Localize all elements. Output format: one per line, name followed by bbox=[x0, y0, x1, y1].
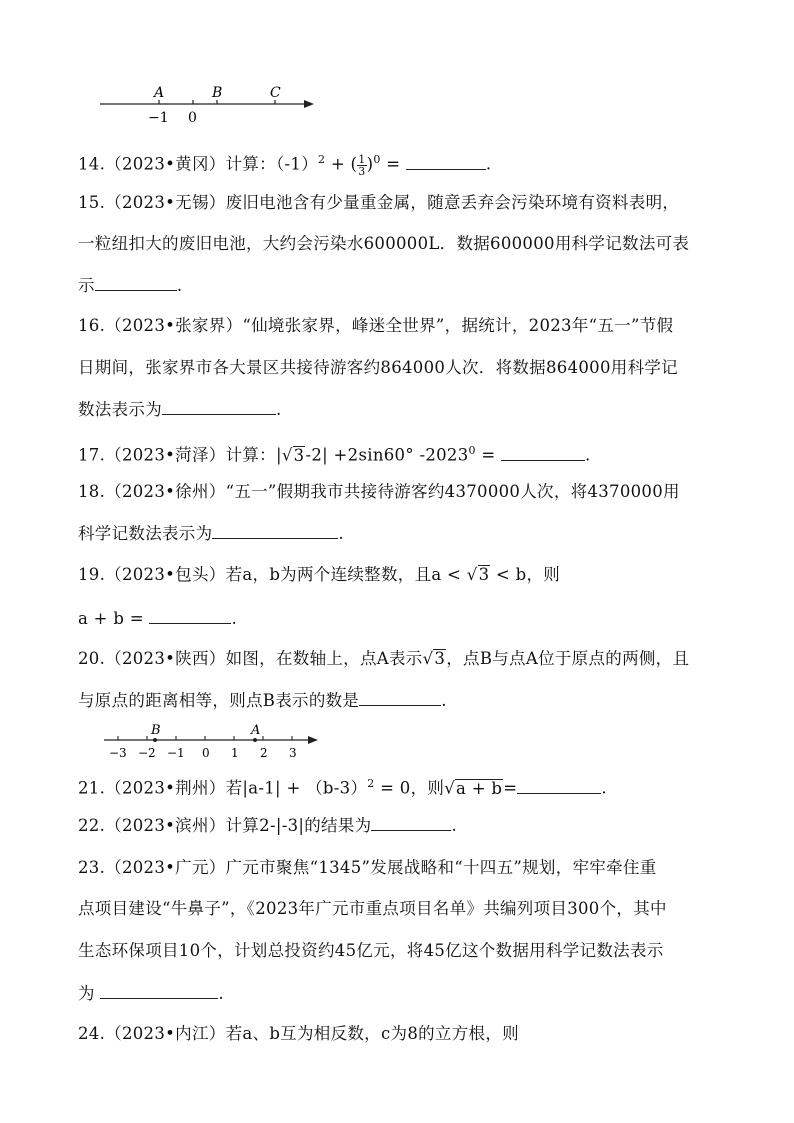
problem-text: + ( bbox=[325, 154, 358, 174]
problem-number: 15. bbox=[78, 193, 106, 212]
problem-text: = 0，则 bbox=[374, 778, 445, 798]
problem-text: 若a，b为两个连续整数，且a < bbox=[225, 565, 467, 584]
answer-blank[interactable] bbox=[162, 398, 276, 415]
number-line-2 bbox=[100, 722, 330, 766]
problem-19-line2 bbox=[78, 607, 237, 630]
problem-text: 广元市聚焦“1345”发展战略和“十四五”规划，牢牢牵住重 bbox=[225, 858, 657, 877]
answer-blank[interactable] bbox=[501, 444, 585, 461]
problem-text: 废旧电池含有少量重金属，随意丢弃会污染环境有资料表明， bbox=[225, 193, 680, 212]
problem-source: （2023•荆州） bbox=[105, 778, 226, 798]
square-root: 3 bbox=[478, 565, 490, 584]
problem-21: 21.（2023•荆州）若$|a-1| + (b-3)^2 = 0$，则√a + b= . bbox=[78, 777, 607, 798]
problem-number: 14. bbox=[78, 154, 106, 174]
problem-text: 科学记数法表示为 bbox=[78, 524, 213, 543]
problem-text: < b，则 bbox=[490, 565, 561, 584]
problem-23-line3 bbox=[78, 940, 664, 962]
problem-text: . bbox=[485, 154, 492, 174]
problem-16 bbox=[78, 315, 673, 337]
problem-number: 19. bbox=[78, 565, 106, 584]
problem-text: . bbox=[451, 816, 457, 835]
answer-blank[interactable] bbox=[517, 777, 601, 794]
exponent: 0 bbox=[373, 153, 381, 166]
problem-14 bbox=[78, 149, 491, 177]
problem-23-line2 bbox=[78, 898, 667, 920]
problem-20-line2 bbox=[78, 689, 447, 712]
problem-text: 与原点的距离相等，则点B表示的数是 bbox=[78, 691, 360, 710]
problem-15-line3 bbox=[78, 274, 182, 297]
tick-label: −2 bbox=[138, 746, 156, 760]
problem-15 bbox=[78, 192, 679, 214]
problem-source: （2023•滨州） bbox=[105, 816, 226, 835]
answer-blank[interactable] bbox=[406, 153, 486, 170]
problem-15-line2 bbox=[78, 233, 689, 255]
problem-text: 数法表示为 bbox=[78, 400, 162, 419]
tick-label: −1 bbox=[148, 110, 169, 126]
problem-24 bbox=[78, 1023, 519, 1045]
problem-number: 17. bbox=[78, 445, 106, 465]
problem-text: . bbox=[231, 609, 237, 628]
problem-number: 18. bbox=[78, 482, 106, 501]
problem-text: 如图，在数轴上，点A表示 bbox=[225, 649, 423, 668]
problem-text: . bbox=[601, 778, 607, 798]
problem-source: （2023•广元） bbox=[105, 858, 226, 877]
problem-number: 22. bbox=[78, 816, 106, 835]
tick-label: 0 bbox=[188, 110, 197, 126]
problem-number: 21. bbox=[78, 778, 106, 798]
tick-label: 2 bbox=[260, 746, 268, 760]
problem-source: （2023•菏泽） bbox=[105, 445, 226, 465]
problem-text: -2| +2sin60° -2023 bbox=[305, 445, 469, 465]
problem-17: 17.（2023•菏泽）计算：|√3-2| +2sin60° $-2023^0$ = . bbox=[78, 444, 591, 465]
problem-text: . bbox=[176, 276, 183, 295]
problem-20: 20.（2023•陕西）如图，在数轴上，点A表示√3，点B与点A位于原点的两侧，且 bbox=[78, 649, 690, 668]
problem-text: . bbox=[276, 400, 282, 419]
problem-number: 16. bbox=[78, 316, 106, 335]
problem-number: 20. bbox=[78, 649, 106, 668]
problem-22 bbox=[78, 814, 457, 837]
point-label-a: A bbox=[154, 85, 165, 101]
problem-16-line3 bbox=[78, 398, 282, 421]
problem-text: . bbox=[585, 445, 591, 465]
answer-blank[interactable] bbox=[100, 982, 218, 999]
problem-text: 一粒纽扣大的废旧电池，大约会污染水600000L．数据600000用科学记数法可表 bbox=[78, 234, 690, 253]
fraction bbox=[357, 154, 366, 177]
answer-blank[interactable] bbox=[212, 522, 338, 539]
problem-23 bbox=[78, 857, 657, 879]
exponent: 2 bbox=[367, 777, 375, 790]
tick-label: 1 bbox=[231, 746, 239, 760]
problem-text: 生态环保项目10个，计划总投资约45亿元，将45亿这个数据用科学记数法表示 bbox=[78, 941, 664, 960]
problem-text: 计算2-|-3|的结果为 bbox=[225, 816, 372, 835]
problem-source: （2023•包头） bbox=[105, 565, 226, 584]
answer-blank[interactable] bbox=[149, 607, 231, 624]
exponent: 2 bbox=[318, 153, 326, 166]
problem-text: 为 bbox=[78, 984, 101, 1003]
tick-label: 3 bbox=[289, 746, 297, 760]
square-root: a + b bbox=[456, 778, 503, 798]
problem-source: （2023•陕西） bbox=[105, 649, 226, 668]
point-label-a: A bbox=[251, 723, 261, 738]
tick-label: 0 bbox=[202, 746, 210, 760]
problem-23-line4 bbox=[78, 982, 224, 1005]
number-line-1 bbox=[96, 84, 326, 130]
problem-text: a + b = bbox=[78, 609, 150, 628]
problem-text: 点项目建设“牛鼻子”，《2023年广元市重点项目名单》共编列项目300个，其中 bbox=[78, 899, 667, 918]
problem-source: （2023•黄冈） bbox=[105, 154, 226, 174]
problem-source: （2023•张家界） bbox=[105, 316, 243, 335]
problem-text: . bbox=[441, 691, 447, 710]
problem-19: 19.（2023•包头）若a，b为两个连续整数，且a < √3 < b，则 bbox=[78, 565, 561, 584]
problem-18 bbox=[78, 481, 680, 503]
problem-text: . bbox=[338, 524, 344, 543]
problem-source: （2023•内江） bbox=[105, 1024, 226, 1043]
problem-number: 23. bbox=[78, 858, 106, 877]
problem-text: = bbox=[380, 154, 406, 174]
problem-text: 计算：| bbox=[225, 445, 282, 465]
answer-blank[interactable] bbox=[359, 689, 441, 706]
problem-text: = bbox=[503, 778, 518, 798]
fraction-denominator: 3 bbox=[358, 164, 366, 178]
problem-number: 24. bbox=[78, 1024, 106, 1043]
problem-source: （2023•徐州） bbox=[105, 482, 226, 501]
point-label-b: B bbox=[212, 85, 223, 101]
problem-text: 若a、b互为相反数，c为8的立方根，则 bbox=[225, 1024, 519, 1043]
problem-16-line2 bbox=[78, 357, 678, 379]
problem-18-line2 bbox=[78, 522, 344, 545]
tick-label: −3 bbox=[109, 746, 127, 760]
fraction-numerator: 1 bbox=[358, 152, 366, 166]
problem-text: ) bbox=[366, 154, 374, 174]
square-root: 3 bbox=[434, 649, 446, 668]
answer-blank[interactable] bbox=[95, 274, 177, 291]
tick-label: −1 bbox=[167, 746, 185, 760]
answer-blank[interactable] bbox=[371, 814, 451, 831]
problem-text: “仙境张家界，峰迷全世界”，据统计，2023年“五一”节假 bbox=[242, 316, 674, 335]
exponent: 0 bbox=[468, 444, 476, 457]
problem-text: 若|a-1| + （b-3） bbox=[225, 778, 368, 798]
problem-text: 日期间，张家界市各大景区共接待游客约864000人次．将数据864000用科学记 bbox=[78, 358, 678, 377]
problem-source: （2023•无锡） bbox=[105, 193, 226, 212]
point-label-b: B bbox=[151, 723, 161, 738]
square-root: 3 bbox=[293, 445, 305, 465]
problem-text: ，点B与点A位于原点的两侧，且 bbox=[446, 649, 690, 668]
point-label-c: C bbox=[270, 85, 281, 101]
problem-text: “五一”假期我市共接待游客约4370000人次，将4370000用 bbox=[225, 482, 680, 501]
problem-text: = bbox=[475, 445, 502, 465]
problem-text: 示 bbox=[78, 276, 95, 295]
problem-text: 计算：（-1） bbox=[225, 154, 319, 174]
problem-text: . bbox=[218, 984, 224, 1003]
